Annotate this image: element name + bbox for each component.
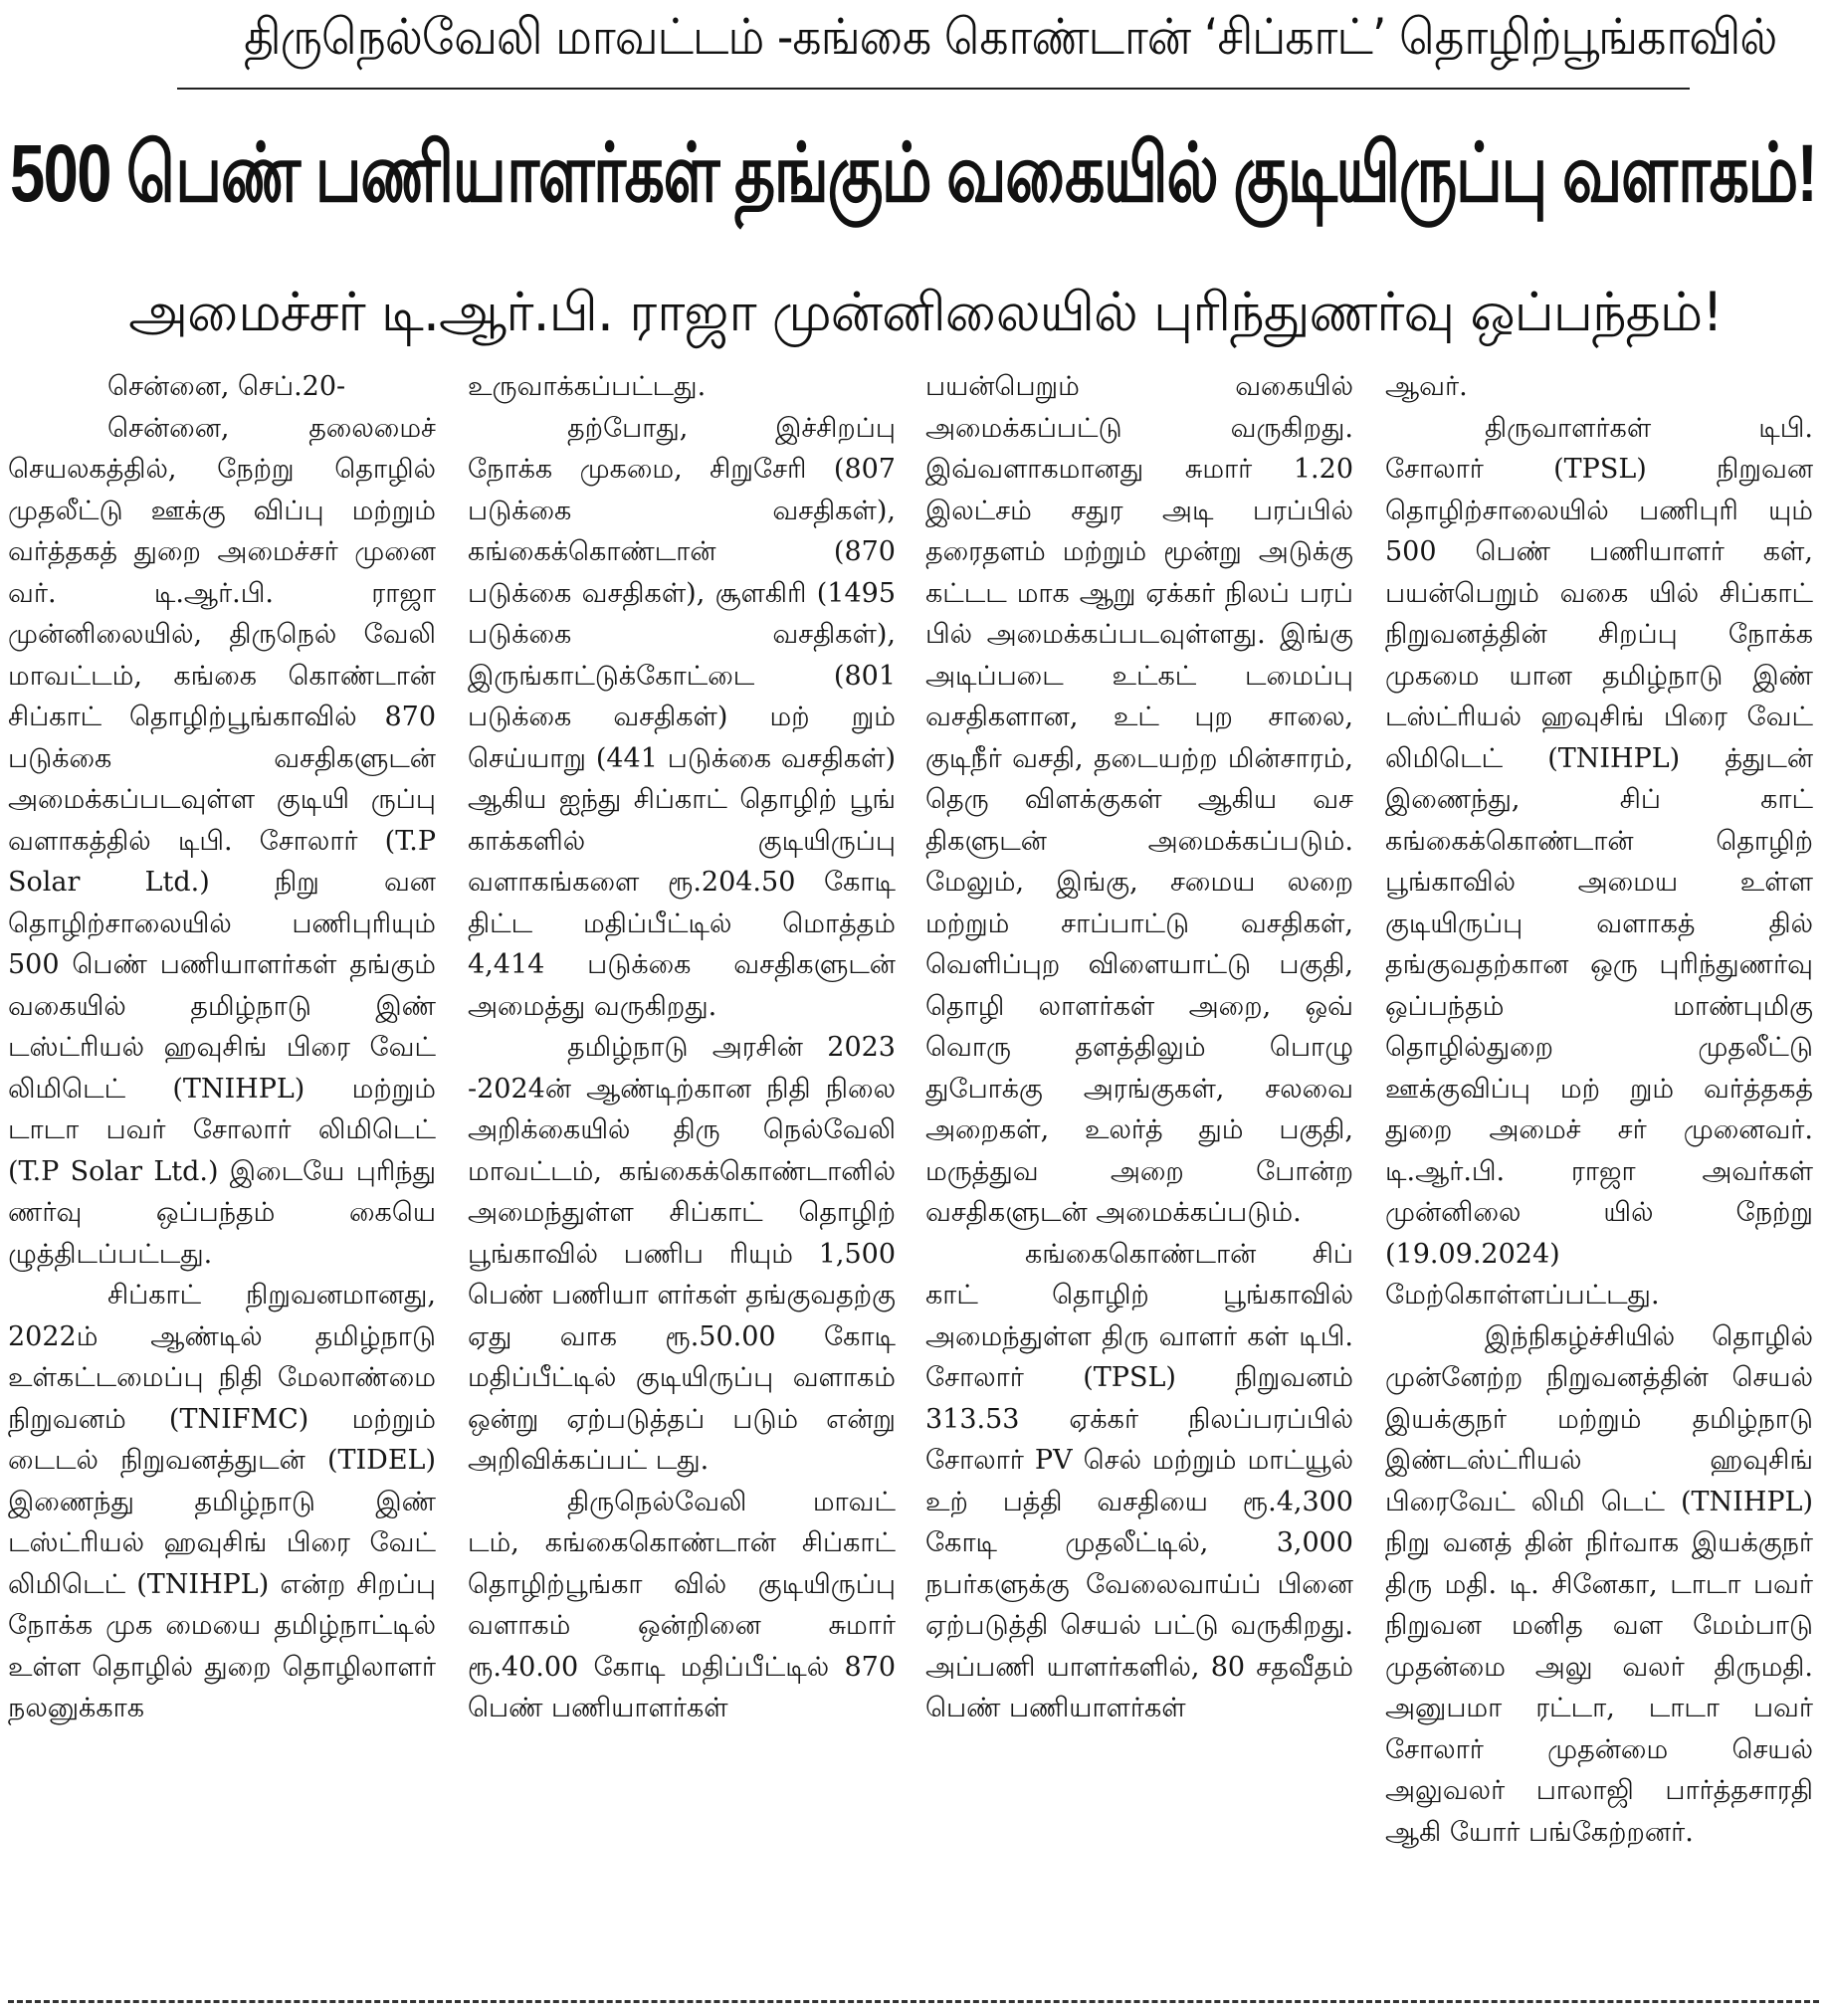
article-kicker: திருநெல்வேலி மாவட்டம் -கங்கை கொண்டான் ‘சிப்காட்’ தொழிற்பூங்காவில் (244, 8, 1777, 66)
article-subheadline: அமைச்சர் டி.ஆர்.பி. ராஜா முன்னிலையில் புரிந்துணர்வு ஒப்பந்தம்! (128, 281, 1723, 343)
kicker-underline (177, 88, 1690, 90)
article-column-2 (468, 366, 896, 1988)
bottom-dashed-rule (8, 2000, 1819, 2003)
body-paragraph: சென்னை, தலைமைச் செயலகத்தில், நேற்று தொழில் முதலீட்டு ஊக்கு விப்பு மற்றும் வர்த்தகத் துறை அமைச்சர் முனை வர். டி.ஆர்.பி. ராஜா முன்னிலையில், திருநெல் வேலி மாவட்டம், கங்கை கொண்டான் சிப்காட் தொழிற்பூங்காவில் 870 படுக்கை வசதிகளுடன் அமைக்கப்படவுள்ள குடியி ருப்பு வளாகத்தில் டிபி. சோலார் (T.P Solar Ltd.) நிறு வன தொழிற்சாலையில் பணிபுரியும் 500 பெண் பணியாளர்கள் தங்கும் வகையில் தமிழ்நாடு இண் டஸ்ட்ரியல் ஹவுசிங் பிரை வேட் லிமிடெட் (TNIHPL) மற்றும் டாடா பவர் சோலார் லிமிடெட் (T.P Solar Ltd.) இடையே புரிந்து ணர்வு ஒப்பந்தம் கையெ ழுத்திடப்பட்டது. (8, 412, 436, 1270)
dateline-paragraph: சென்னை, செப்.20- (107, 371, 346, 402)
body-paragraph: உருவாக்கப்பட்டது. (468, 371, 707, 402)
body-paragraph: பயன்பெறும் வகையில் அமைக்கப்பட்டு வருகிறது. இவ்வளாகமானது சுமார் 1.20 இலட்சம் சதுர அடி பரப்பில் தரைதளம் மற்றும் மூன்று அடுக்கு கட்டட மாக ஆறு ஏக்கர் நிலப் பரப் பில் அமைக்கப்படவுள்ளது. இங்கு அடிப்படை உட்கட் டமைப்பு வசதிகளான, உட் புற சாலை, குடிநீர் வசதி, தடையற்ற மின்சாரம், தெரு விளக்குகள் ஆகிய வச திகளுடன் அமைக்கப்படும். மேலும், இங்கு, சமைய லறை மற்றும் சாப்பாட்டு வசதிகள், வெளிப்புற விளையாட்டு பகுதி, தொழி லாளர்கள் அறை, ஒவ் வொரு தளத்திலும் பொழு துபோக்கு அரங்குகள், சலவை அறைகள், உலர்த் தும் பகுதி, மருத்துவ அறை போன்ற வசதிகளுடன் அமைக்கப்படும். (925, 371, 1353, 1228)
body-paragraph: திருநெல்வேலி மாவட் டம், கங்கைகொண்டான் சிப்காட் தொழிற்பூங்கா வில் குடியிருப்பு வளாகம் ஒன்றினை சுமார் ரூ.40.00 கோடி மதிப்பீட்டில் 870 பெண் பணியாளர்கள் (468, 1486, 896, 1723)
article-column-1 (8, 366, 436, 1988)
article-column-4 (1385, 366, 1813, 1988)
body-paragraph: சிப்காட் நிறுவனமானது, 2022ம் ஆண்டில் தமிழ்நாடு உள்கட்டமைப்பு நிதி மேலாண்மை நிறுவனம் (TNIFMC) மற்றும் டைடல் நிறுவனத்துடன் (TIDEL) இணைந்து தமிழ்நாடு இண் டஸ்ட்ரியல் ஹவுசிங் பிரை வேட் லிமிடெட் (TNIHPL) என்ற சிறப்பு நோக்க முக மையை தமிழ்நாட்டில் உள்ள தொழில் துறை தொழிலாளர் நலனுக்காக (8, 1280, 436, 1723)
body-paragraph: கங்கைகொண்டான் சிப் காட் தொழிற் பூங்காவில் அமைந்துள்ள திரு வாளர் கள் டிபி. சோலார் (TPSL) நிறுவனம் 313.53 ஏக்கர் நிலப்பரப்பில் சோலார் PV செல் மற்றும் மாட்யூல் உற் பத்தி வசதியை ரூ.4,300 கோடி முதலீட்டில், 3,000 நபர்களுக்கு வேலைவாய்ப் பினை ஏற்படுத்தி செயல் பட்டு வருகிறது. அப்பணி யாளர்களில், 80 சதவீதம் பெண் பணியாளர்கள் (925, 1238, 1353, 1723)
article-column-3 (925, 366, 1353, 1988)
article-headline: 500 பெண் பணியாளர்கள் தங்கும் வகையில் குடியிருப்பு வளாகம்! (10, 128, 1817, 219)
body-paragraph: திருவாளர்கள் டிபி. சோலார் (TPSL) நிறுவன தொழிற்சாலையில் பணிபுரி யும் 500 பெண் பணியாளர் கள், பயன்பெறும் வகை யில் சிப்காட் நிறுவனத்தின் சிறப்பு நோக்க முகமை யான தமிழ்நாடு இண் டஸ்ட்ரியல் ஹவுசிங் பிரை வேட் லிமிடெட் (TNIHPL) த்துடன் இணைந்து, சிப் காட் கங்கைக்கொண்டான் தொழிற் பூங்காவில் அமைய உள்ள குடியிருப்பு வளாகத் தில் தங்குவதற்கான ஒரு புரிந்துணர்வு ஒப்பந்தம் மாண்புமிகு தொழில்துறை முதலீட்டு ஊக்குவிப்பு மற் றும் வர்த்தகத் துறை அமைச் சர் முனைவர். டி.ஆர்.பி. ராஜா அவர்கள் முன்னிலை யில் நேற்று (19.09.2024) மேற்கொள்ளப்பட்டது. (1385, 412, 1813, 1310)
body-paragraph: ஆவர். (1385, 371, 1468, 402)
body-paragraph: தமிழ்நாடு அரசின் 2023 -2024ன் ஆண்டிற்கான நிதி நிலை அறிக்கையில் திரு நெல்வேலி மாவட்டம், கங்கைக்கொண்டானில் அமைந்துள்ள சிப்காட் தொழிற் பூங்காவில் பணிப ரியும் 1,500 பெண் பணியா ளர்கள் தங்குவதற்கு ஏது வாக ரூ.50.00 கோடி மதிப்பீட்டில் குடியிருப்பு வளாகம் ஒன்று ஏற்படுத்தப் படும் என்று அறிவிக்கப்பட் டது. (468, 1032, 896, 1476)
body-paragraph: இந்நிகழ்ச்சியில் தொழில் முன்னேற்ற நிறுவனத்தின் செயல் இயக்குநர் மற்றும் தமிழ்நாடு இண்டஸ்ட்ரியல் ஹவுசிங் பிரைவேட் லிமி டெட் (TNIHPL) நிறு வனத் தின் நிர்வாக இயக்குநர் திரு மதி. டி. சினேகா, டாடா பவர் நிறுவன மனித வள மேம்பாடு முதன்மை அலு வலர் திருமதி. அனுபமா ரட்டா, டாடா பவர் சோலார் முதன்மை செயல் அலுவலர் பாலாஜி பார்த்தசாரதி ஆகி யோர் பங்கேற்றனர். (1385, 1320, 1813, 1848)
body-paragraph: தற்போது, இச்சிறப்பு நோக்க முகமை, சிறுசேரி (807 படுக்கை வசதிகள்), கங்கைக்கொண்டான் (870 படுக்கை வசதிகள்), சூளகிரி (1495 படுக்கை வசதிகள்), இருங்காட்டுக்கோட்டை (801 படுக்கை வசதிகள்) மற் றும் செய்யாறு (441 படுக்கை வசதிகள்) ஆகிய ஐந்து சிப்காட் தொழிற் பூங் காக்களில் குடியிருப்பு வளாகங்களை ரூ.204.50 கோடி திட்ட மதிப்பீட்டில் மொத்தம் 4,414 படுக்கை வசதிகளுடன் அமைத்து வருகிறது. (468, 412, 896, 1022)
